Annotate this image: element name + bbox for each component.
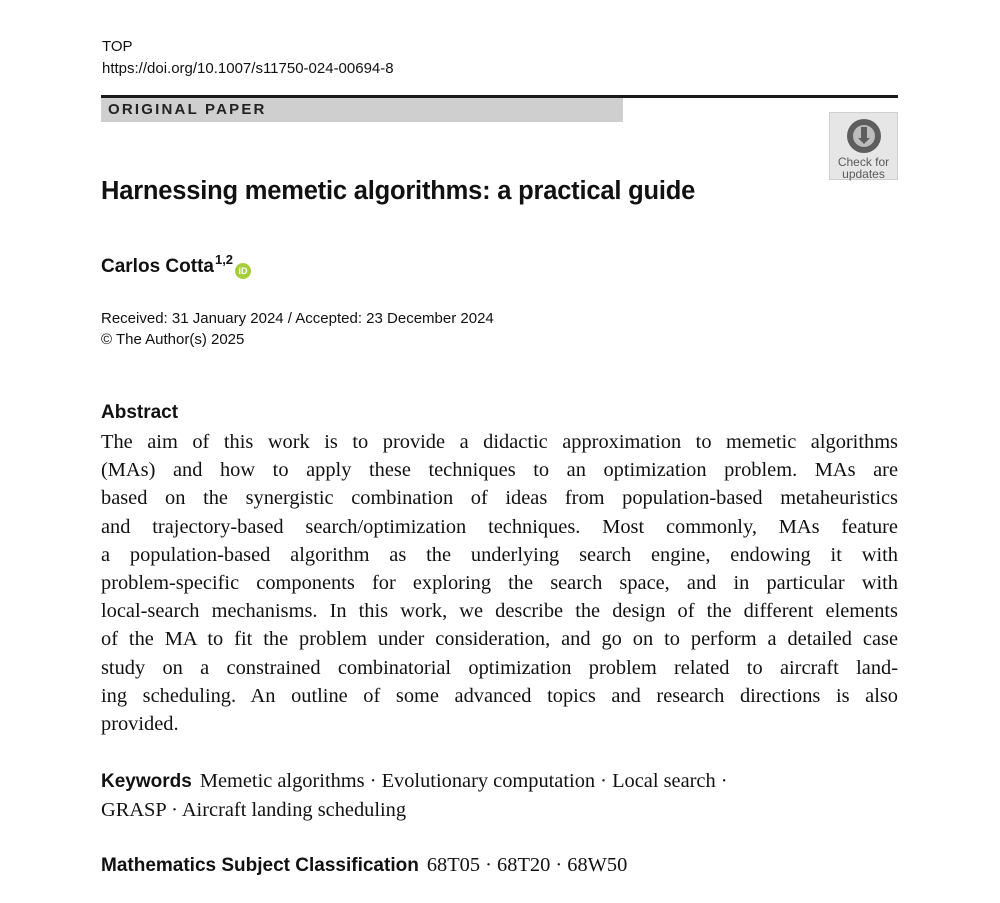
abstract-line: local-search mechanisms. In this work, we describe the design of the different elements [101,600,898,623]
abstract-heading: Abstract [101,402,179,423]
abstract-line: (MAs) and how to apply these techniques to an optimization problem. MAs are [101,459,898,482]
abstract-line: provided. [101,713,179,736]
received-accepted-dates: Received: 31 January 2024 / Accepted: 23 December 2024 [101,310,494,327]
orcid-icon[interactable]: iD [235,263,251,279]
abstract-line: The aim of this work is to provide a didactic approximation to memetic algorithms [101,431,898,453]
check-for-updates-icon [845,117,883,155]
msc-classification [101,851,627,880]
check-for-updates-label [830,156,897,180]
abstract-line: based on the synergistic combination of ideas from population-based metaheuristics [101,487,898,510]
paper-type-banner: ORIGINAL PAPER [101,98,623,122]
abstract-line: problem-specific components for exploring the search space, and in particular with [101,572,898,595]
abstract-line: of the MA to fit the problem under consideration, and go on to perform a detailed case [101,628,898,651]
msc-value: 68T05 · 68T20 · 68W50 [426,854,628,876]
msc-label: Mathematics Subject Classification [101,855,419,876]
journal-name: TOP [102,38,133,55]
doi-link[interactable]: https://doi.org/10.1007/s11750-024-00694-8 [102,60,394,77]
author [101,246,251,281]
abstract-body [101,428,898,738]
abstract-line: ing scheduling. An outline of some advanced topics and research directions is also [101,684,898,707]
abstract-line: study on a constrained combinatorial optimization problem related to aircraft land- [101,656,898,679]
abstract-line: a population-based algorithm as the underlying search engine, endowing it with [101,543,898,566]
keywords-line1: Memetic algorithms · Evolutionary computation · Local search · [199,770,728,792]
check-for-updates-line1: Check for [837,155,890,169]
copyright-notice: © The Author(s) 2025 [101,331,245,348]
check-for-updates-badge[interactable] [829,112,898,180]
abstract-line: and trajectory-based search/optimization techniques. Most commonly, MAs feature [101,515,898,538]
paper-title: Harnessing memetic algorithms: a practical guide [101,177,696,205]
keywords-label: Keywords [101,771,192,792]
author-affiliations: 1,2 [214,252,234,267]
keywords-line2: GRASP · Aircraft landing scheduling [101,799,407,822]
check-for-updates-line2: updates [842,167,885,181]
keywords [101,767,898,824]
author-name: Carlos Cotta [101,256,214,277]
